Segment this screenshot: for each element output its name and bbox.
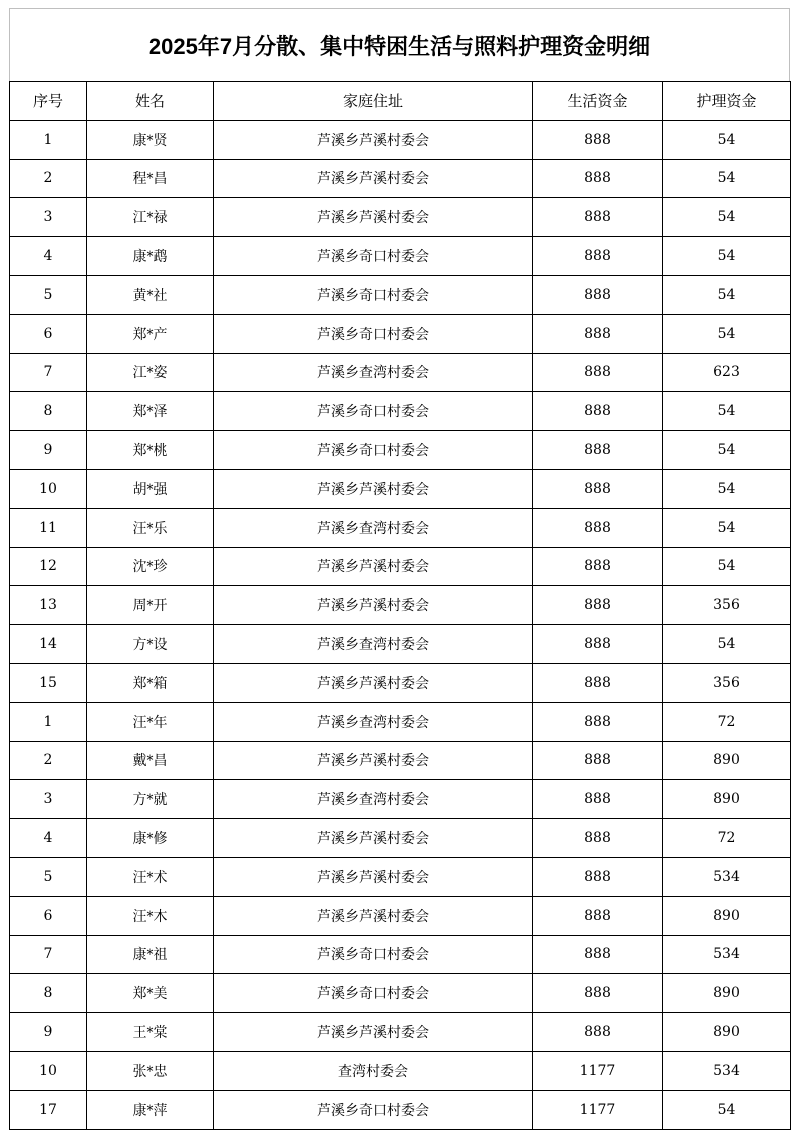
cell-name: 戴*昌 — [87, 741, 214, 780]
header-address: 家庭住址 — [214, 82, 533, 121]
cell-address: 芦溪乡芦溪村委会 — [214, 741, 533, 780]
cell-living-fund: 888 — [533, 392, 663, 431]
cell-address: 芦溪乡奇口村委会 — [214, 314, 533, 353]
cell-name: 黄*社 — [87, 275, 214, 314]
table-row — [10, 159, 791, 198]
cell-living-fund: 888 — [533, 159, 663, 198]
cell-care-fund: 54 — [663, 1090, 791, 1129]
header-name: 姓名 — [87, 82, 214, 121]
cell-index: 14 — [10, 625, 87, 664]
cell-name: 王*棠 — [87, 1013, 214, 1052]
cell-index: 7 — [10, 353, 87, 392]
table-row — [10, 1051, 791, 1090]
cell-living-fund: 888 — [533, 935, 663, 974]
cell-name: 康*萍 — [87, 1090, 214, 1129]
cell-index: 2 — [10, 159, 87, 198]
table-row — [10, 741, 791, 780]
cell-care-fund: 623 — [663, 353, 791, 392]
cell-address: 芦溪乡奇口村委会 — [214, 974, 533, 1013]
cell-name: 郑*美 — [87, 974, 214, 1013]
cell-index: 4 — [10, 819, 87, 858]
cell-care-fund: 54 — [663, 159, 791, 198]
cell-index: 3 — [10, 780, 87, 819]
cell-index: 5 — [10, 857, 87, 896]
cell-care-fund: 356 — [663, 586, 791, 625]
cell-care-fund: 54 — [663, 625, 791, 664]
cell-care-fund: 72 — [663, 819, 791, 858]
table-row — [10, 469, 791, 508]
cell-address: 芦溪乡查湾村委会 — [214, 625, 533, 664]
table-row — [10, 586, 791, 625]
cell-index: 9 — [10, 431, 87, 470]
cell-living-fund: 888 — [533, 198, 663, 237]
cell-name: 康*祖 — [87, 935, 214, 974]
cell-address: 芦溪乡芦溪村委会 — [214, 663, 533, 702]
cell-address: 芦溪乡查湾村委会 — [214, 780, 533, 819]
cell-address: 芦溪乡芦溪村委会 — [214, 198, 533, 237]
cell-address: 芦溪乡芦溪村委会 — [214, 469, 533, 508]
table-row — [10, 392, 791, 431]
cell-living-fund: 888 — [533, 469, 663, 508]
cell-care-fund: 54 — [663, 431, 791, 470]
cell-living-fund: 888 — [533, 741, 663, 780]
cell-name: 郑*产 — [87, 314, 214, 353]
table-row — [10, 237, 791, 276]
cell-care-fund: 890 — [663, 974, 791, 1013]
table-row — [10, 819, 791, 858]
cell-index: 1 — [10, 120, 87, 159]
cell-index: 8 — [10, 974, 87, 1013]
page-title: 2025年7月分散、集中特困生活与照料护理资金明细 — [10, 9, 789, 82]
cell-name: 胡*强 — [87, 469, 214, 508]
cell-name: 方*就 — [87, 780, 214, 819]
cell-living-fund: 888 — [533, 431, 663, 470]
cell-living-fund: 888 — [533, 586, 663, 625]
cell-index: 11 — [10, 508, 87, 547]
cell-living-fund: 888 — [533, 780, 663, 819]
cell-index: 5 — [10, 275, 87, 314]
table-row — [10, 935, 791, 974]
cell-address: 芦溪乡查湾村委会 — [214, 353, 533, 392]
table-row — [10, 625, 791, 664]
cell-name: 郑*箱 — [87, 663, 214, 702]
table-row — [10, 198, 791, 237]
cell-index: 13 — [10, 586, 87, 625]
cell-name: 沈*珍 — [87, 547, 214, 586]
cell-address: 芦溪乡奇口村委会 — [214, 237, 533, 276]
table-row — [10, 974, 791, 1013]
cell-address: 芦溪乡芦溪村委会 — [214, 819, 533, 858]
cell-address: 芦溪乡奇口村委会 — [214, 1090, 533, 1129]
cell-living-fund: 888 — [533, 1013, 663, 1052]
table-row — [10, 702, 791, 741]
cell-living-fund: 888 — [533, 819, 663, 858]
cell-care-fund: 54 — [663, 275, 791, 314]
cell-index: 1 — [10, 702, 87, 741]
cell-living-fund: 888 — [533, 974, 663, 1013]
cell-living-fund: 888 — [533, 120, 663, 159]
table-row — [10, 857, 791, 896]
cell-care-fund: 890 — [663, 741, 791, 780]
cell-care-fund: 356 — [663, 663, 791, 702]
cell-name: 郑*桃 — [87, 431, 214, 470]
table-row — [10, 1090, 791, 1129]
cell-name: 汪*术 — [87, 857, 214, 896]
cell-care-fund: 54 — [663, 547, 791, 586]
table-row — [10, 663, 791, 702]
cell-address: 芦溪乡芦溪村委会 — [214, 586, 533, 625]
cell-address: 芦溪乡奇口村委会 — [214, 275, 533, 314]
cell-living-fund: 888 — [533, 275, 663, 314]
cell-address: 芦溪乡奇口村委会 — [214, 392, 533, 431]
table-row — [10, 508, 791, 547]
cell-index: 2 — [10, 741, 87, 780]
table-row — [10, 314, 791, 353]
cell-address: 芦溪乡芦溪村委会 — [214, 547, 533, 586]
cell-care-fund: 54 — [663, 469, 791, 508]
cell-living-fund: 888 — [533, 547, 663, 586]
cell-care-fund: 72 — [663, 702, 791, 741]
cell-living-fund: 888 — [533, 314, 663, 353]
cell-address: 芦溪乡奇口村委会 — [214, 935, 533, 974]
cell-living-fund: 888 — [533, 237, 663, 276]
cell-index: 8 — [10, 392, 87, 431]
cell-index: 4 — [10, 237, 87, 276]
header-row — [10, 82, 791, 121]
table-row — [10, 120, 791, 159]
cell-care-fund: 54 — [663, 508, 791, 547]
cell-living-fund: 888 — [533, 857, 663, 896]
cell-index: 7 — [10, 935, 87, 974]
table-row — [10, 547, 791, 586]
cell-address: 查湾村委会 — [214, 1051, 533, 1090]
cell-name: 江*姿 — [87, 353, 214, 392]
cell-index: 10 — [10, 1051, 87, 1090]
cell-living-fund: 888 — [533, 663, 663, 702]
document-sheet — [9, 8, 790, 82]
cell-name: 康*修 — [87, 819, 214, 858]
cell-address: 芦溪乡芦溪村委会 — [214, 1013, 533, 1052]
cell-living-fund: 888 — [533, 353, 663, 392]
cell-care-fund: 534 — [663, 1051, 791, 1090]
header-care-fund: 护理资金 — [663, 82, 791, 121]
cell-care-fund: 890 — [663, 1013, 791, 1052]
cell-address: 芦溪乡芦溪村委会 — [214, 159, 533, 198]
cell-name: 康*鹉 — [87, 237, 214, 276]
cell-name: 周*开 — [87, 586, 214, 625]
cell-address: 芦溪乡查湾村委会 — [214, 508, 533, 547]
table-row — [10, 431, 791, 470]
cell-address: 芦溪乡奇口村委会 — [214, 431, 533, 470]
header-index: 序号 — [10, 82, 87, 121]
cell-index: 10 — [10, 469, 87, 508]
cell-name: 程*昌 — [87, 159, 214, 198]
cell-name: 张*忠 — [87, 1051, 214, 1090]
cell-care-fund: 534 — [663, 857, 791, 896]
cell-living-fund: 888 — [533, 508, 663, 547]
cell-name: 汪*木 — [87, 896, 214, 935]
cell-care-fund: 534 — [663, 935, 791, 974]
cell-index: 6 — [10, 896, 87, 935]
cell-index: 17 — [10, 1090, 87, 1129]
funds-table — [9, 81, 791, 1130]
cell-address: 芦溪乡芦溪村委会 — [214, 857, 533, 896]
cell-index: 9 — [10, 1013, 87, 1052]
cell-name: 方*设 — [87, 625, 214, 664]
cell-address: 芦溪乡芦溪村委会 — [214, 120, 533, 159]
table-row — [10, 780, 791, 819]
cell-name: 郑*泽 — [87, 392, 214, 431]
cell-index: 15 — [10, 663, 87, 702]
cell-living-fund: 1177 — [533, 1090, 663, 1129]
cell-living-fund: 888 — [533, 625, 663, 664]
table-row — [10, 1013, 791, 1052]
cell-living-fund: 1177 — [533, 1051, 663, 1090]
cell-address: 芦溪乡芦溪村委会 — [214, 896, 533, 935]
cell-living-fund: 888 — [533, 896, 663, 935]
table-row — [10, 353, 791, 392]
cell-name: 汪*乐 — [87, 508, 214, 547]
cell-index: 3 — [10, 198, 87, 237]
cell-index: 6 — [10, 314, 87, 353]
cell-name: 汪*年 — [87, 702, 214, 741]
cell-index: 12 — [10, 547, 87, 586]
cell-name: 江*禄 — [87, 198, 214, 237]
table-row — [10, 896, 791, 935]
cell-care-fund: 54 — [663, 392, 791, 431]
cell-name: 康*贤 — [87, 120, 214, 159]
cell-care-fund: 54 — [663, 198, 791, 237]
cell-care-fund: 54 — [663, 237, 791, 276]
header-living-fund: 生活资金 — [533, 82, 663, 121]
cell-address: 芦溪乡查湾村委会 — [214, 702, 533, 741]
cell-care-fund: 54 — [663, 120, 791, 159]
cell-care-fund: 54 — [663, 314, 791, 353]
table-body — [10, 120, 791, 1129]
cell-living-fund: 888 — [533, 702, 663, 741]
cell-care-fund: 890 — [663, 780, 791, 819]
cell-care-fund: 890 — [663, 896, 791, 935]
table-row — [10, 275, 791, 314]
